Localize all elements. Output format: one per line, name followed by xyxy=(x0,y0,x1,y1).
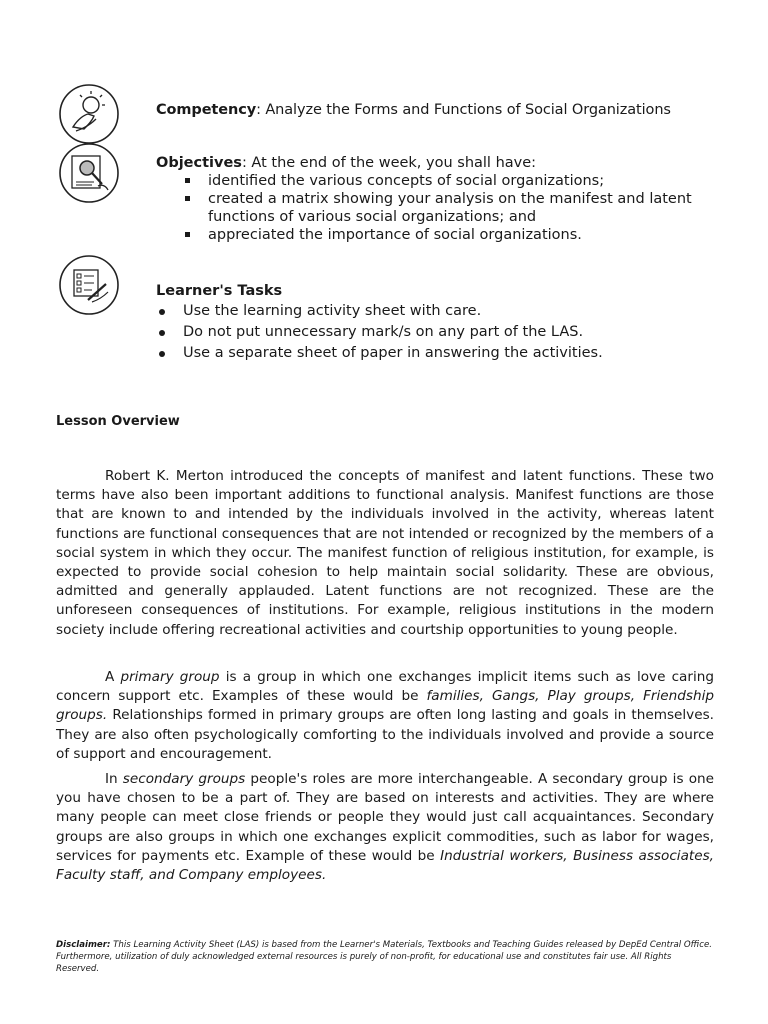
list-item: Use the learning activity sheet with care. xyxy=(156,301,603,322)
secondary-group-examples: Industrial workers, Business associates, Faculty staff, and Company employees. xyxy=(56,847,714,884)
list-item: Use a separate sheet of paper in answering the activities. xyxy=(156,343,603,364)
objectives-heading xyxy=(156,155,708,171)
competency-line xyxy=(156,102,671,118)
tasks-list xyxy=(156,301,603,364)
magnifier-document-icon xyxy=(58,142,120,204)
list-item: created a matrix showing your analysis on the manifest and latent functions of various social organizations; and xyxy=(156,190,708,226)
overview-paragraph-3 xyxy=(56,770,714,885)
primary-group-term: primary group xyxy=(120,669,220,685)
p3-text-b: people's roles are more interchangeable. A secondary group is one you have chosen to be a part of. They are based on interests and activities. They are where many people can meet close friends or people they would just call acquaintances. Secondary groups are also groups in which one exchanges explicit commodities, such as labor for wages, services for payments etc. Example of these would be xyxy=(56,771,714,864)
disclaimer-label: Disclaimer: xyxy=(56,940,111,950)
p3-text-a: In xyxy=(105,771,123,787)
lesson-overview-heading: Lesson Overview xyxy=(56,414,180,429)
overview-paragraph-1: Robert K. Merton introduced the concepts of manifest and latent functions. These two terms have also been important additions to functional analysis. Manifest functions are those that are known to and intended by the individuals involved in the activity, whereas latent functions are functional consequences that are not intended or recognized by the members of a social system in which they occur. The manifest function of religious institution, for example, is expected to provide social cohesion to help maintain social solidarity. These are obvious, admitted and generally applauded. Latent functions are not recognized. These are the unforeseen consequences of institutions. For example, religious institutions in the modern society include offering recreational activities and courtship opportunities to young people. xyxy=(56,468,714,638)
objectives-label: Objectives xyxy=(156,155,242,171)
list-item: Do not put unnecessary mark/s on any part of the LAS. xyxy=(156,322,603,343)
primary-group-examples: families, Gangs, Play groups, Friendship groups. xyxy=(56,688,714,724)
p2-text-a: A xyxy=(105,669,121,685)
lightbulb-hand-icon xyxy=(58,83,120,145)
objectives-list xyxy=(156,172,708,244)
disclaimer-text: This Learning Activity Sheet (LAS) is based from the Learner's Materials, Textbooks and Teaching Guides released by DepEd Central Office. Furthermore, utilization of duly acknowledged external resources is purely of non-profit, for educational use and constitutes fair use. All Rights Reserved. xyxy=(56,940,712,974)
secondary-group-term: secondary groups xyxy=(122,771,246,787)
p2-text-c: Relationships formed in primary groups are often long lasting and goals in themselves. They are also often psychologically comforting to the individuals involved and provide a source of support and encouragement. xyxy=(56,707,714,762)
p2-text-b: is a group in which one exchanges implicit items such as love caring concern support etc. Examples of these would be xyxy=(56,669,714,705)
checklist-pencil-icon xyxy=(58,254,120,316)
objectives-section xyxy=(156,155,708,244)
competency-text: : Analyze the Forms and Functions of Social Organizations xyxy=(256,102,671,118)
tasks-heading: Learner's Tasks xyxy=(156,283,283,299)
learners-tasks-section xyxy=(156,283,603,364)
list-item: identified the various concepts of social organizations; xyxy=(156,172,708,190)
list-item: appreciated the importance of social organizations. xyxy=(156,226,708,244)
overview-paragraph-2 xyxy=(56,668,714,764)
competency-label: Competency xyxy=(156,102,257,118)
objectives-intro: : At the end of the week, you shall have: xyxy=(241,155,537,171)
disclaimer-footer xyxy=(56,939,716,975)
